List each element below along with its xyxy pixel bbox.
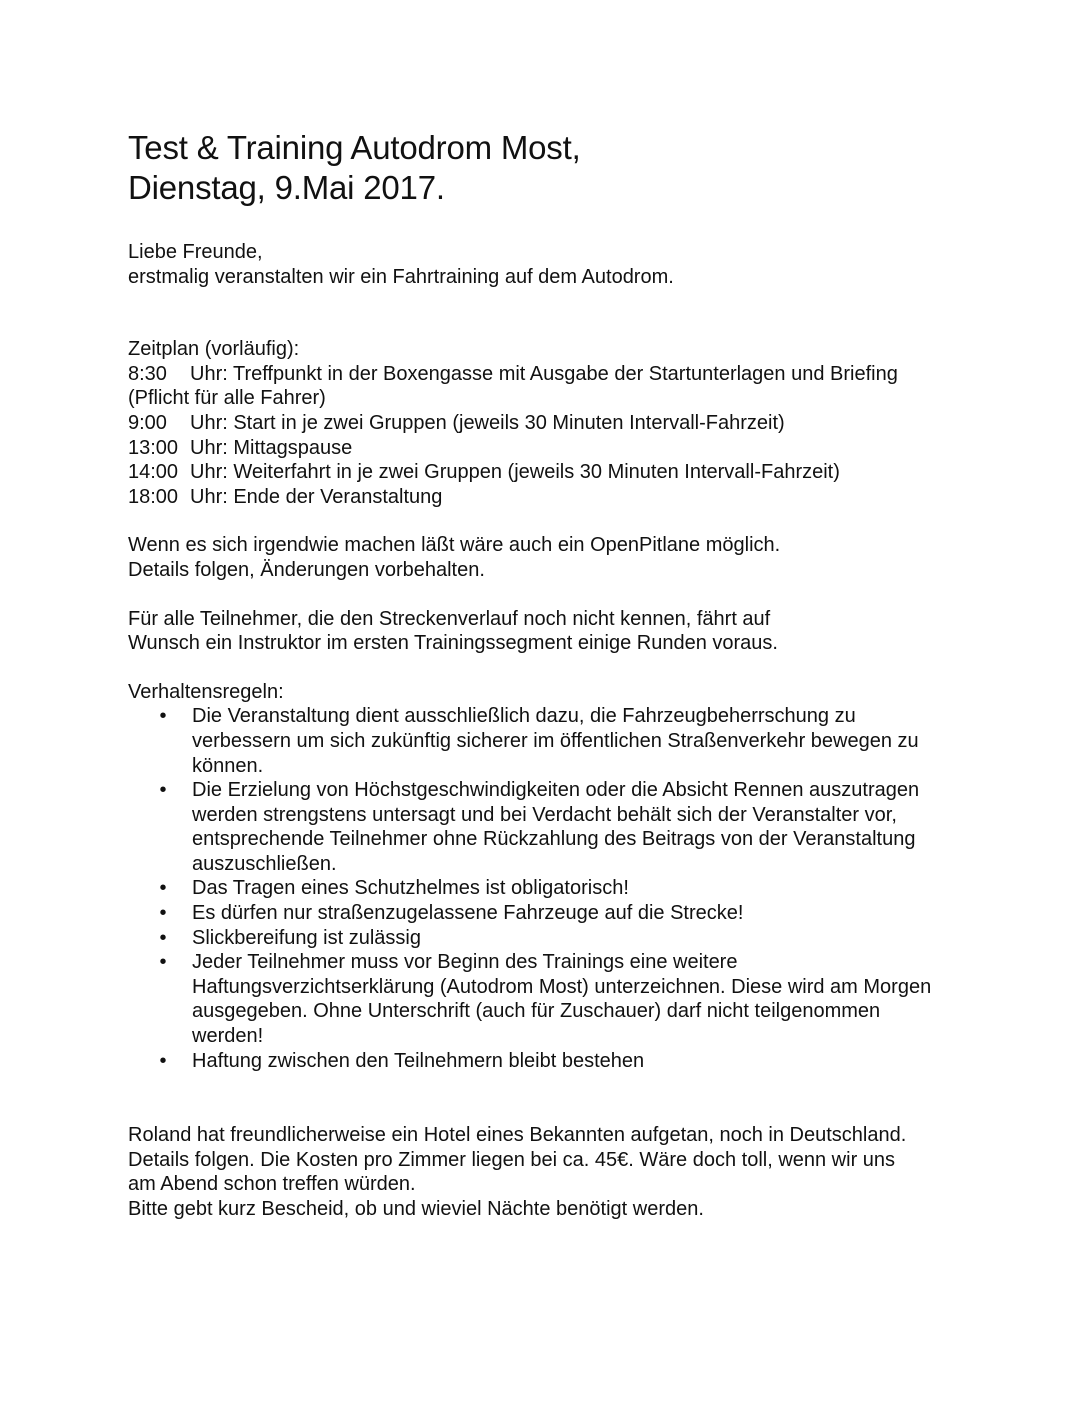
schedule-time: 18:00: [128, 485, 179, 508]
notes-line-1: Wenn es sich irgendwie machen läßt wäre auch ein OpenPitlane möglich.: [128, 534, 781, 557]
hotel-line-4: Bitte gebt kurz Bescheid, ob und wieviel Nächte benötigt werden.: [128, 1198, 704, 1220]
schedule-description: Uhr: Treffpunkt in der Boxengasse mit Ausgabe der Startunterlagen und Briefing: [190, 362, 898, 385]
schedule-row: [128, 460, 988, 485]
rule-text: Das Tragen eines Schutzhelmes ist obligatorisch!: [192, 877, 629, 900]
document-title: [128, 128, 988, 208]
list-item: [128, 876, 952, 901]
bullet-icon: •: [159, 1049, 167, 1072]
bullet-icon: •: [159, 705, 167, 728]
rule-text: Die Erzielung von Höchstgeschwindigkeiten oder die Absicht Rennen auszutragen werden strengstens untersagt und bei Verdacht behält sich der Veranstalter vor, entsprechende Teilnehmer ohne Rückzahlung des Beitrags von der Veranstaltung auszuschließen.: [192, 779, 920, 875]
schedule-description: Uhr: Mittagspause: [190, 436, 353, 459]
rules-list: [128, 704, 988, 1073]
rule-text: Haftung zwischen den Teilnehmern bleibt bestehen: [192, 1049, 645, 1072]
schedule-description: Uhr: Ende der Veranstaltung: [190, 485, 443, 508]
instructor-line-1: Für alle Teilnehmer, die den Streckenverlauf noch nicht kennen, fährt auf: [128, 607, 771, 630]
list-item: [128, 704, 952, 778]
document-page: [128, 128, 988, 1222]
salutation: Liebe Freunde,: [128, 241, 263, 263]
rule-text: Es dürfen nur straßenzugelassene Fahrzeuge auf die Strecke!: [192, 902, 744, 925]
list-item: [128, 778, 952, 876]
bullet-icon: •: [159, 951, 167, 974]
instructor-paragraph: [128, 607, 988, 656]
schedule-row: [128, 411, 988, 436]
rule-text: Die Veranstaltung dient ausschließlich dazu, die Fahrzeugbeherrschung zu verbessern um sich zukünftig sicherer im öffentlichen Straßenverkehr bewegen zu können.: [192, 705, 919, 777]
bullet-icon: •: [159, 902, 167, 925]
rule-text: Jeder Teilnehmer muss vor Beginn des Trainings eine weitere Haftungsverzichtserklärung (Autodrom Most) unterzeichnen. Diese wird am Morgen ausgegeben. Ohne Unterschrift (auch für Zuschauer) darf nicht teilgenommen werden!: [192, 951, 932, 1048]
hotel-line-2: Details folgen. Die Kosten pro Zimmer liegen bei ca. 45€. Wäre doch toll, wenn wir uns: [128, 1148, 896, 1171]
rules-section: [128, 680, 988, 1074]
notes-paragraph: [128, 533, 988, 582]
schedule-description: Uhr: Start in je zwei Gruppen (jeweils 30 Minuten Intervall-Fahrzeit): [190, 411, 785, 434]
schedule-heading: Zeitplan (vorläufig):: [128, 338, 300, 361]
schedule-section: [128, 337, 988, 509]
list-item: [128, 926, 952, 951]
schedule-time: 9:00: [128, 411, 167, 434]
hotel-paragraph: [128, 1123, 988, 1221]
schedule-time: 13:00: [128, 436, 179, 459]
schedule-time: 8:30: [128, 362, 167, 385]
instructor-line-2: Wunsch ein Instruktor im ersten Trainingssegment einige Runden voraus.: [128, 632, 778, 655]
hotel-line-3: am Abend schon treffen würden.: [128, 1173, 416, 1196]
rule-text: Slickbereifung ist zulässig: [192, 926, 421, 949]
schedule-row: [128, 485, 988, 510]
bullet-icon: •: [159, 877, 167, 900]
notes-line-2: Details folgen, Änderungen vorbehalten.: [128, 558, 485, 581]
schedule-row: [128, 436, 988, 461]
list-item: [128, 901, 952, 926]
bullet-icon: •: [159, 926, 167, 949]
rules-heading: Verhaltensregeln:: [128, 680, 284, 703]
bullet-icon: •: [159, 779, 167, 802]
title-line-2: Dienstag, 9.Mai 2017.: [128, 169, 445, 206]
hotel-line-1: Roland hat freundlicherweise ein Hotel eines Bekannten aufgetan, noch in Deutschland.: [128, 1124, 907, 1147]
schedule-description-continued: (Pflicht für alle Fahrer): [128, 387, 326, 410]
schedule-description: Uhr: Weiterfahrt in je zwei Gruppen (jeweils 30 Minuten Intervall-Fahrzeit): [190, 461, 840, 484]
title-line-1: Test & Training Autodrom Most,: [128, 129, 581, 166]
list-item: [128, 1049, 952, 1074]
intro-text: erstmalig veranstalten wir ein Fahrtraining auf dem Autodrom.: [128, 265, 674, 288]
greeting-paragraph: [128, 240, 988, 289]
schedule-row: [128, 362, 988, 411]
list-item: [128, 950, 952, 1048]
schedule-time: 14:00: [128, 461, 179, 484]
